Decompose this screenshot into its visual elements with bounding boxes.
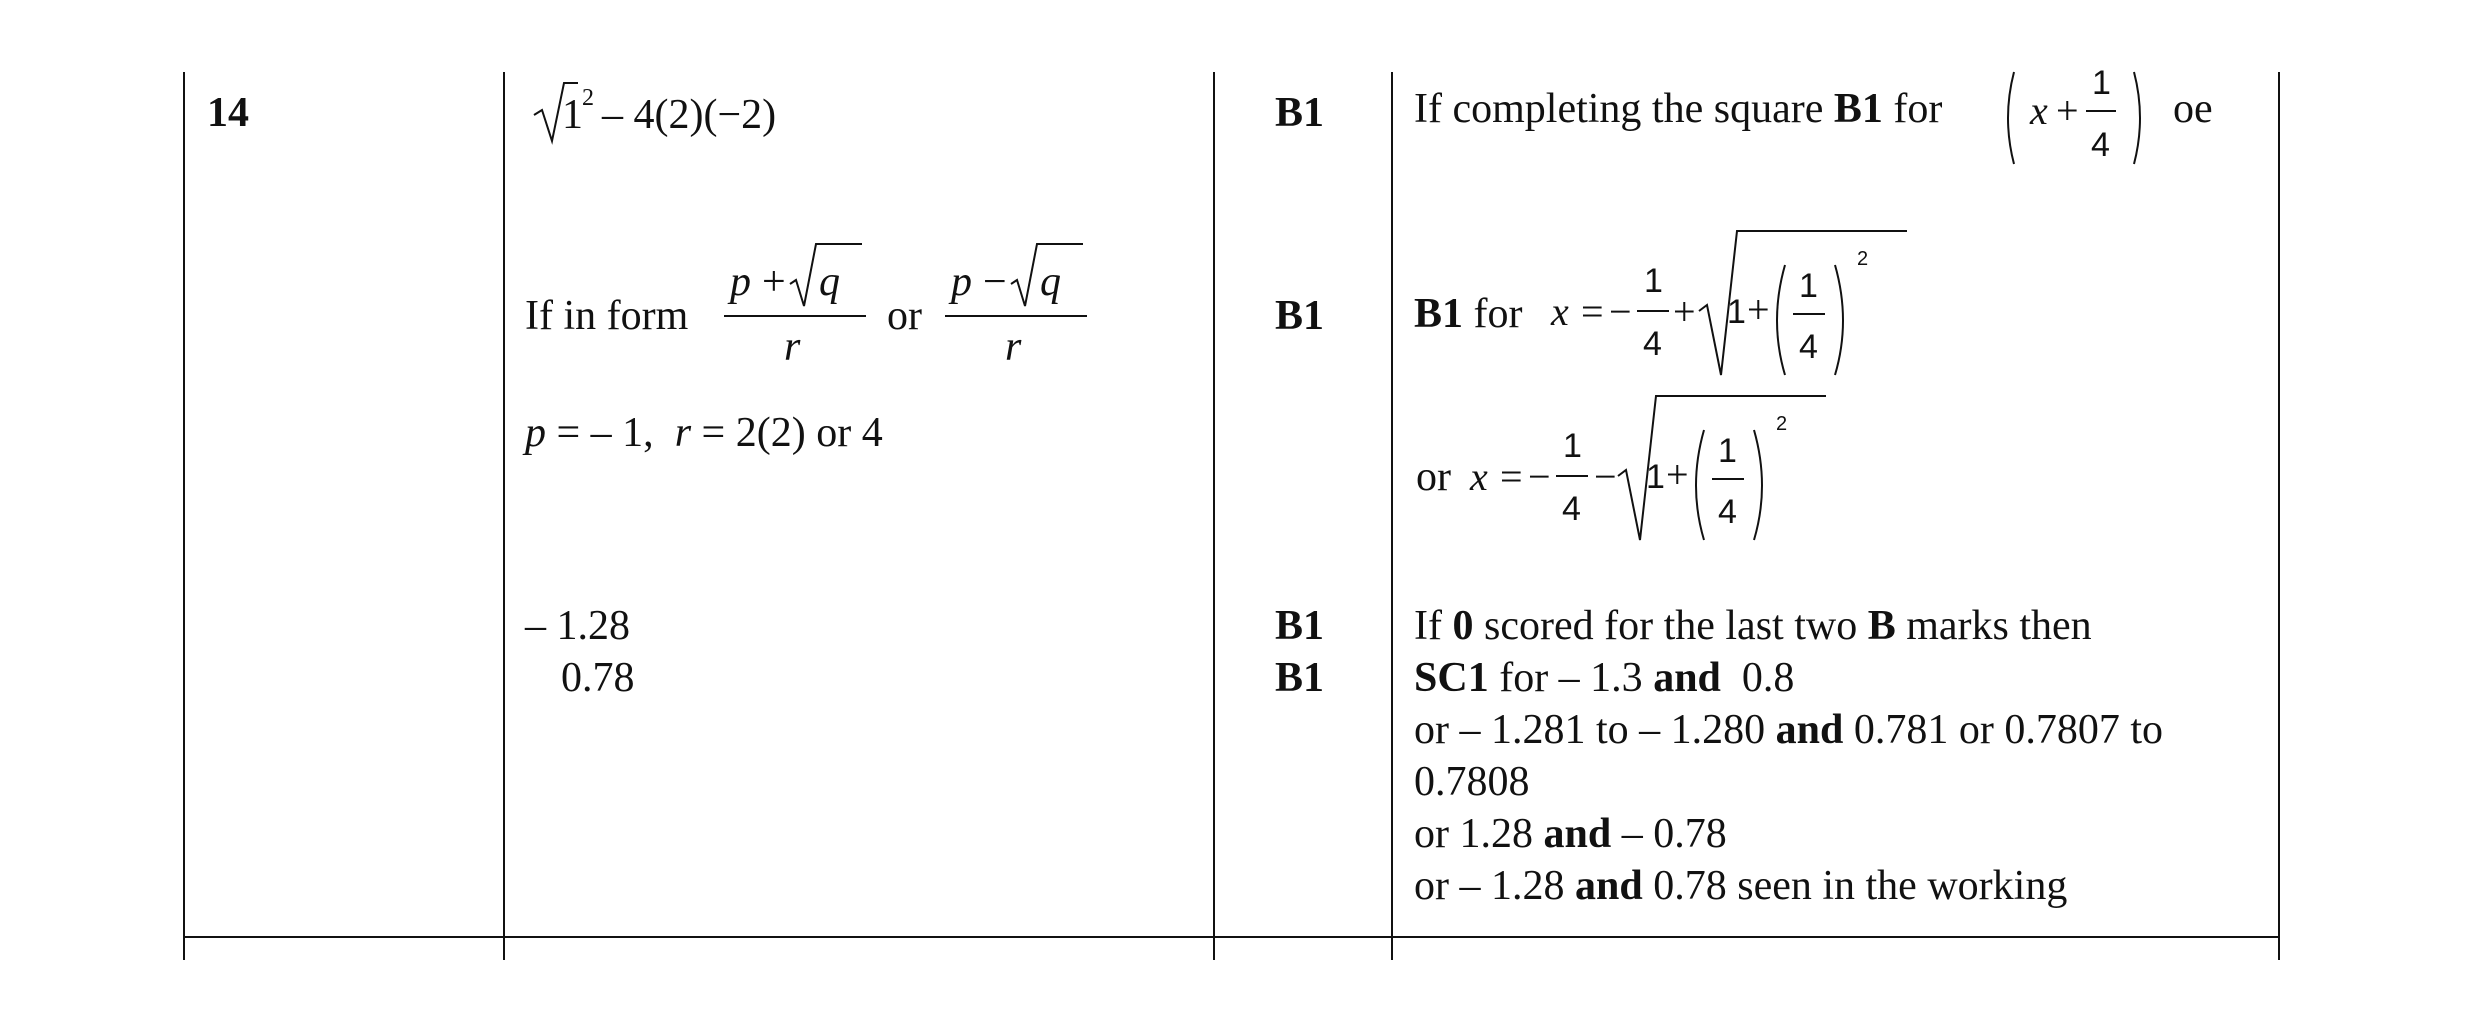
p-variable: p bbox=[525, 410, 546, 456]
note-sc-line-3 bbox=[1414, 709, 2163, 751]
form-or-text: or bbox=[887, 293, 922, 339]
table-divider-3 bbox=[1391, 72, 1393, 960]
fraction-p-plus-root-q-over-r bbox=[722, 238, 872, 373]
formula-neg: − bbox=[1528, 454, 1551, 499]
note-b1-for bbox=[1414, 293, 1523, 335]
frac-r: r bbox=[784, 324, 801, 370]
formula-one: 1 bbox=[1646, 458, 1665, 496]
formula-den: 4 bbox=[1562, 490, 1581, 528]
note-cts-text: If completing the square bbox=[1414, 86, 1834, 132]
formula-power: 2 bbox=[1776, 413, 1788, 435]
formula-inner-num: 1 bbox=[1799, 267, 1818, 305]
mark-b1-answer-1: B1 bbox=[1275, 603, 1325, 649]
discriminant-radicand-base: 1 bbox=[562, 92, 583, 138]
expr-plus: + bbox=[2056, 88, 2079, 133]
formula-inner-den: 4 bbox=[1799, 328, 1818, 366]
formula-den: 4 bbox=[1643, 325, 1662, 363]
sc5-and: and bbox=[1543, 811, 1612, 857]
sc2-mark: SC1 bbox=[1414, 655, 1489, 701]
sc2-and: and bbox=[1653, 655, 1721, 701]
formula-x: x bbox=[1551, 289, 1569, 334]
formula-one-plus: + bbox=[1747, 287, 1770, 332]
expr-num: 1 bbox=[2092, 64, 2111, 102]
mark-b1-discriminant: B1 bbox=[1275, 90, 1325, 136]
sc3-text-c: 0.781 or 0.7807 to bbox=[1843, 707, 2164, 753]
table-border-right bbox=[2278, 72, 2280, 960]
fraction-p-minus-root-q-over-r bbox=[943, 238, 1093, 373]
answer-positive: 0.78 bbox=[561, 655, 635, 701]
expr-x: x bbox=[2030, 88, 2048, 133]
frac-op: + bbox=[762, 259, 786, 305]
frac-q: q bbox=[1040, 259, 1061, 305]
formula-one-plus: + bbox=[1666, 452, 1689, 497]
note-sc-line-1 bbox=[1414, 605, 2092, 647]
frac-r: r bbox=[1005, 324, 1022, 370]
sc1-text-c: scored for the last two bbox=[1473, 603, 1868, 649]
note-sc-line-4: 0.7808 bbox=[1414, 759, 1530, 805]
note-oe: oe bbox=[2173, 86, 2213, 132]
discriminant-rest: – 4(2)(−2) bbox=[602, 92, 777, 138]
table-divider-1 bbox=[503, 72, 505, 960]
formula-inner-num: 1 bbox=[1718, 432, 1737, 470]
frac-op: − bbox=[983, 259, 1007, 305]
sc6-text-c: 0.78 seen in the working bbox=[1642, 863, 2068, 909]
note-sc-line-2 bbox=[1414, 657, 1794, 699]
note-completing-square bbox=[1414, 88, 1942, 130]
expr-den: 4 bbox=[2091, 126, 2110, 164]
p-value: = – 1, bbox=[546, 410, 654, 456]
sc1-zero: 0 bbox=[1452, 603, 1474, 649]
sc2-value: 0.8 bbox=[1720, 655, 1795, 701]
formula-one: 1 bbox=[1727, 293, 1746, 331]
formula-x-plus-root bbox=[1545, 225, 1925, 385]
expr-x-plus-quarter bbox=[2000, 60, 2160, 175]
mark-b1-form: B1 bbox=[1275, 293, 1325, 339]
note-b1-for-text: for bbox=[1463, 291, 1523, 337]
formula-power: 2 bbox=[1857, 248, 1869, 270]
formula-num: 1 bbox=[1644, 262, 1663, 300]
frac-p: p bbox=[730, 259, 751, 305]
note-b1-mark: B1 bbox=[1414, 291, 1464, 337]
formula-eq: = bbox=[1500, 454, 1523, 499]
sc3-text-a: or – 1.281 to – 1.280 bbox=[1414, 707, 1776, 753]
formula-x-minus-root bbox=[1414, 390, 1854, 550]
frac-p: p bbox=[951, 259, 972, 305]
formula-eq: = bbox=[1581, 289, 1604, 334]
discriminant-radicand-power: 2 bbox=[582, 85, 594, 111]
formula-plus: + bbox=[1673, 289, 1696, 334]
question-number: 14 bbox=[207, 90, 249, 136]
r-variable: r bbox=[674, 410, 692, 456]
table-divider-2 bbox=[1213, 72, 1215, 960]
sc1-text-e: marks then bbox=[1895, 603, 2092, 649]
formula-minus: − bbox=[1594, 454, 1617, 499]
formula-inner-den: 4 bbox=[1718, 493, 1737, 531]
sc2-text: for – 1.3 bbox=[1488, 655, 1654, 701]
note-sc-line-6 bbox=[1414, 865, 2067, 907]
table-row-bottom-border bbox=[183, 936, 2280, 938]
note-cts-mark: B1 bbox=[1833, 86, 1883, 132]
formula-neg: − bbox=[1609, 289, 1632, 334]
r-value: = 2(2) or 4 bbox=[691, 410, 883, 456]
p-r-values-line bbox=[525, 412, 883, 454]
frac-q: q bbox=[819, 259, 840, 305]
table-border-left bbox=[183, 72, 185, 960]
formula-num: 1 bbox=[1563, 427, 1582, 465]
formula-or: or bbox=[1416, 454, 1451, 500]
sc6-and: and bbox=[1575, 863, 1643, 909]
sc1-b: B bbox=[1867, 603, 1896, 649]
sc1-text-a: If bbox=[1414, 603, 1453, 649]
mark-b1-answer-2: B1 bbox=[1275, 655, 1325, 701]
note-cts-for: for bbox=[1882, 86, 1943, 132]
discriminant-expression bbox=[530, 75, 830, 145]
answer-negative: – 1.28 bbox=[525, 603, 630, 649]
sc5-text-c: – 0.78 bbox=[1611, 811, 1727, 857]
sc3-and: and bbox=[1775, 707, 1844, 753]
note-sc-line-5 bbox=[1414, 813, 1727, 855]
sc6-text-a: or – 1.28 bbox=[1414, 863, 1575, 909]
formula-x: x bbox=[1470, 454, 1488, 499]
sc5-text-a: or 1.28 bbox=[1414, 811, 1544, 857]
form-intro-text: If in form bbox=[525, 293, 689, 339]
